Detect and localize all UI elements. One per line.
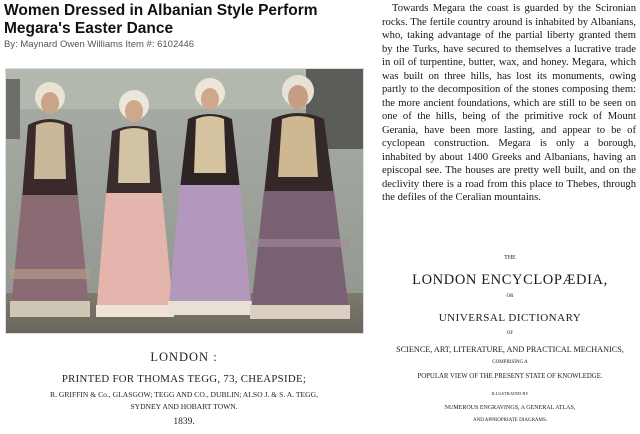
title-illustrated: ILLUSTRATED BY [491, 391, 529, 396]
encyclopaedia-popular-view: POPULAR VIEW OF THE PRESENT STATE OF KNOWLEDGE. [417, 373, 603, 380]
title-comprising: COMPRISING A [492, 360, 528, 365]
encyclopaedia-subtitle: UNIVERSAL DICTIONARY [438, 312, 582, 324]
photo-byline: By: Maynard Owen Williams Item #: 6102446 [4, 39, 195, 50]
imprint-printer: PRINTED FOR THOMAS TEGG, 73, CHEAPSIDE; [61, 373, 307, 385]
photograph-albanian-women[interactable] [5, 68, 364, 334]
title-of: OF [506, 331, 514, 336]
megara-paragraph: Towards Megara the coast is guarded by the Scironian rocks. The fertile country around is inhabited by Albanians, who, taking advantage of the partial liberty granted them by the Turks, have secured to themselves a lucrative trade in oil of turpentine, butter, wax, and honey. Megara, which was built on three hills, has lost its monuments, owing partly to the decomposition of the stones composing them: the more ancient foundations, which are still to be seen on one of the hills, being of the primitive rock of Mount Gerania, have been more lasting, and appear to be of cyclopean construction. Megara is only a borough, inhabited by about 1400 Greeks and Albanians, having an episcopal see. The houses are pretty well built, and on the declivity there is a road from this place to Thebes, through the defiles of the Ceralian mountains. [382, 3, 636, 203]
encyclopaedia-fields: SCIENCE, ART, LITERATURE, AND PRACTICAL MECHANICS, [396, 345, 624, 354]
encyclopaedia-engravings: NUMEROUS ENGRAVINGS, A GENERAL ATLAS, [444, 405, 576, 411]
photo-title: Women Dressed in Albanian Style Perform Megara's Easter Dance [4, 2, 318, 37]
encyclopaedia-title: LONDON ENCYCLOPÆDIA, [412, 272, 608, 288]
title-or: OR [506, 294, 514, 299]
imprint-city: LONDON : [150, 350, 218, 364]
encyclopaedia-page [382, 0, 638, 434]
imprint-agents: R. GRIFFIN & Co., GLASGOW; TEGG AND CO., DUBLIN; ALSO J. & S. A. TEGG, [50, 390, 318, 399]
title-the: THE [504, 255, 516, 261]
imprint-year: 1839. [173, 417, 195, 427]
imprint-agents-location: SYDNEY AND HOBART TOWN. [130, 402, 238, 411]
photograph-illustration [6, 69, 363, 333]
encyclopaedia-diagrams: AND APPROPRIATE DIAGRAMS. [472, 418, 548, 423]
